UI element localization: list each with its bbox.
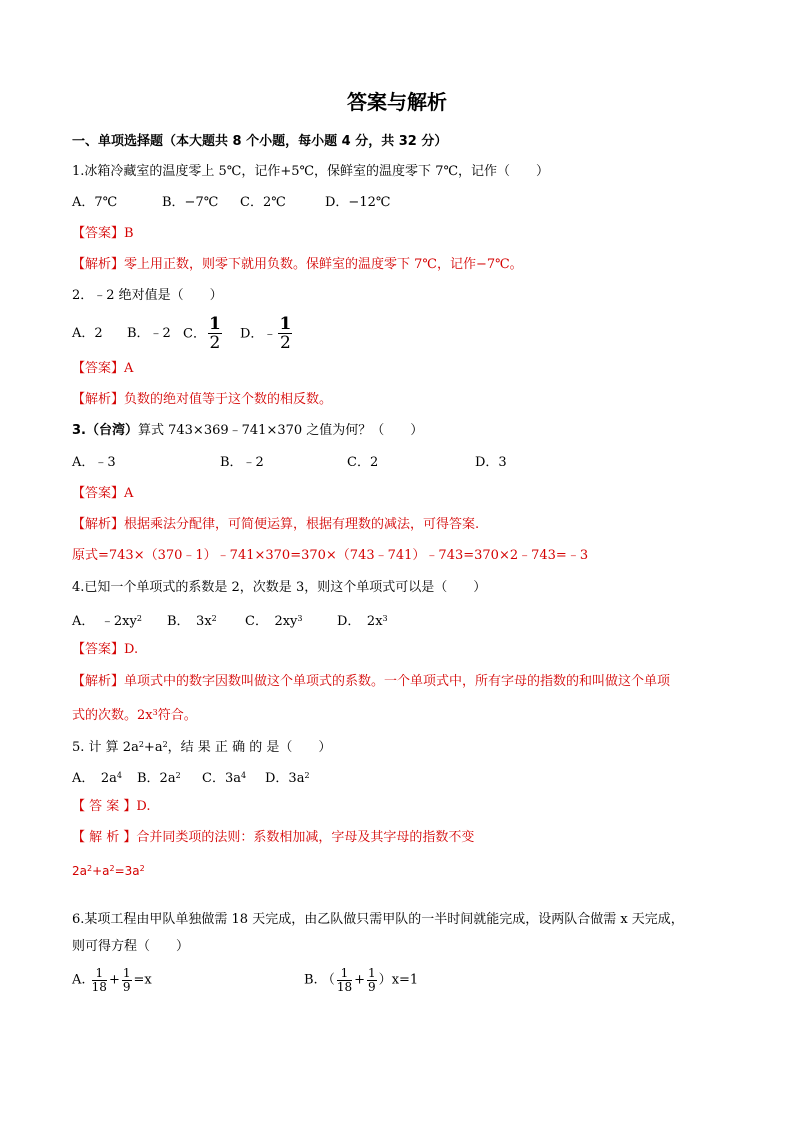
fraction-one-half <box>208 316 222 352</box>
q4-option-d <box>337 610 388 631</box>
fraction-1-18 <box>337 967 352 994</box>
q4-analysis-line-2 <box>72 704 197 725</box>
q5-option-c <box>202 767 246 788</box>
q4-option-c-text: C． 2xy <box>245 614 298 629</box>
exponent: 4 <box>116 771 123 780</box>
question-2-stem: 2．﹣2 绝对值是（ ） <box>72 288 223 303</box>
q6-option-b <box>304 967 418 994</box>
q3-option-d: D．3 <box>475 455 507 470</box>
q5-option-d-text: D．3a <box>265 771 305 786</box>
q5-stem-text: ，结 果 正 确 的 是（ ） <box>167 740 332 755</box>
fraction-numerator: 1 <box>208 314 221 334</box>
q1-option-b: B．−7℃ <box>162 195 219 210</box>
question-3-stem <box>72 422 423 440</box>
exponent: 4 <box>240 771 247 780</box>
q5-option-c-text: C．3a <box>202 771 241 786</box>
q5-option-b-text: B．2a <box>137 771 176 786</box>
q4-option-c <box>245 610 303 631</box>
q4-analysis-text-end: 符合。 <box>157 708 197 723</box>
exponent: 2 <box>162 740 168 749</box>
q5-option-b <box>137 767 181 788</box>
q3-source-label: 3.（台湾） <box>72 423 138 438</box>
exponent: 2 <box>109 864 115 873</box>
question-2-options <box>0 316 794 352</box>
fraction-numerator: 1 <box>337 967 352 981</box>
q5-stem-text: 5. 计 算 2a <box>72 740 139 755</box>
fraction-denominator: 9 <box>122 980 131 994</box>
question-6-stem-line-1: 6.某项工程由甲队单独做需 18 天完成，由乙队做只需甲队的一半时间就能完成，设两队合做需 x 天完成， <box>72 912 684 927</box>
exponent: 2 <box>87 864 93 873</box>
left-paren: （ <box>321 972 335 988</box>
q5-option-d <box>265 767 310 788</box>
q3-option-c: C．2 <box>347 455 379 470</box>
fraction-denominator: 18 <box>91 980 107 994</box>
q2-option-c-label: C． <box>183 326 206 342</box>
q1-option-a: A．7℃ <box>72 195 118 210</box>
q4-option-a-text: A． ﹣2xy <box>72 614 137 629</box>
exponent: 2 <box>136 614 142 623</box>
q4-analysis-text: 式的次数。2x <box>72 708 153 723</box>
q4-answer: 【答案】D. <box>72 642 139 657</box>
exponent: 2 <box>304 771 310 780</box>
q2-option-d-label: D．﹣ <box>240 326 277 342</box>
q3-analysis: 【解析】根据乘法分配律，可简便运算，根据有理数的减法，可得答案. <box>72 517 480 532</box>
q5-analysis: 【 解 析 】合并同类项的法则：系数相加减，字母及其字母的指数不变 <box>72 830 475 845</box>
q2-option-a: A．2 <box>72 326 103 341</box>
q5-option-a-text: A． 2a <box>72 771 117 786</box>
q6-option-b-end: x=1 <box>391 972 419 988</box>
fraction-denominator: 2 <box>279 333 291 353</box>
q3-option-b: B．﹣2 <box>220 455 264 470</box>
q4-analysis-line-1: 【解析】单项式中的数字因数叫做这个单项式的系数。一个单项式中，所有字母的指数的和叫做这个单项 <box>72 674 671 689</box>
plus-sign: + <box>354 972 366 988</box>
q5-eq-term: +a <box>92 864 110 878</box>
fraction-numerator: 1 <box>368 966 376 980</box>
q1-analysis: 【解析】零上用正数，则零下就用负数。保鲜室的温度零下 7℃，记作−7℃。 <box>72 257 523 272</box>
question-4-stem: 4.已知一个单项式的系数是 2，次数是 3，则这个单项式可以是（ ） <box>72 580 487 595</box>
q1-option-c: C．2℃ <box>240 195 286 210</box>
fraction-numerator: 1 <box>92 967 107 981</box>
fraction-1-9 <box>122 967 132 994</box>
exponent: 2 <box>211 614 217 623</box>
q5-equation <box>72 860 145 880</box>
exponent: 3 <box>152 708 158 717</box>
q2-option-b: B．﹣2 <box>127 326 171 341</box>
exponent: 2 <box>139 864 145 873</box>
question-6-options <box>0 967 794 1003</box>
q5-eq-term: =3a <box>114 864 140 878</box>
q6-option-b-label: B. <box>304 972 318 988</box>
section-heading: 一、单项选择题（本大题共 8 个小题，每小题 4 分，共 32 分） <box>72 134 448 149</box>
q6-option-a-end: =x <box>133 972 152 988</box>
q5-eq-term: 2a <box>72 864 87 878</box>
q4-option-a <box>72 610 142 631</box>
exponent: 3 <box>297 614 303 623</box>
q4-option-b <box>167 610 217 631</box>
q5-answer: 【 答 案 】D. <box>72 799 151 814</box>
q2-option-c <box>183 316 224 352</box>
q3-working: 原式=743×（370﹣1）﹣741×370=370×（743﹣741）﹣743=370×2﹣743=﹣3 <box>72 548 589 563</box>
q4-option-b-text: B． 3x <box>167 614 212 629</box>
q1-answer: 【答案】B <box>72 226 134 241</box>
fraction-numerator: 1 <box>122 966 131 980</box>
q3-stem-text: 算式 743×369﹣741×370 之值为何？（ ） <box>137 423 424 438</box>
q2-option-d <box>240 316 294 352</box>
q5-stem-text: +a <box>143 740 163 755</box>
q4-option-d-text: D． 2x <box>337 614 383 629</box>
plus-sign: + <box>108 972 120 988</box>
fraction-denominator: 2 <box>209 333 221 353</box>
fraction-denominator: 18 <box>336 980 353 994</box>
fraction-1-18 <box>92 967 107 994</box>
fraction-denominator: 9 <box>368 980 376 994</box>
q2-answer: 【答案】A <box>72 361 134 376</box>
fraction-numerator: 1 <box>279 314 292 334</box>
exponent: 2 <box>175 771 181 780</box>
q2-analysis: 【解析】负数的绝对值等于这个数的相反数。 <box>72 392 333 407</box>
right-paren: ） <box>378 972 392 988</box>
fraction-one-half <box>278 316 292 352</box>
q3-option-a: A．﹣3 <box>72 455 116 470</box>
question-1-stem: 1.冰箱冷藏室的温度零上 5℃，记作+5℃，保鲜室的温度零下 7℃，记作（ ） <box>72 164 550 179</box>
q3-answer: 【答案】A <box>72 486 134 501</box>
exponent: 3 <box>382 614 388 623</box>
question-5-stem <box>72 736 331 757</box>
page-title: 答案与解析 <box>347 90 447 114</box>
question-6-stem-line-2: 则可得方程（ ） <box>72 939 190 954</box>
fraction-1-9 <box>367 967 377 994</box>
q1-option-d: D．−12℃ <box>325 195 391 210</box>
q6-option-a-label: A. <box>72 972 86 988</box>
exponent: 2 <box>138 740 144 749</box>
q5-option-a <box>72 767 122 788</box>
q6-option-a <box>72 967 152 994</box>
